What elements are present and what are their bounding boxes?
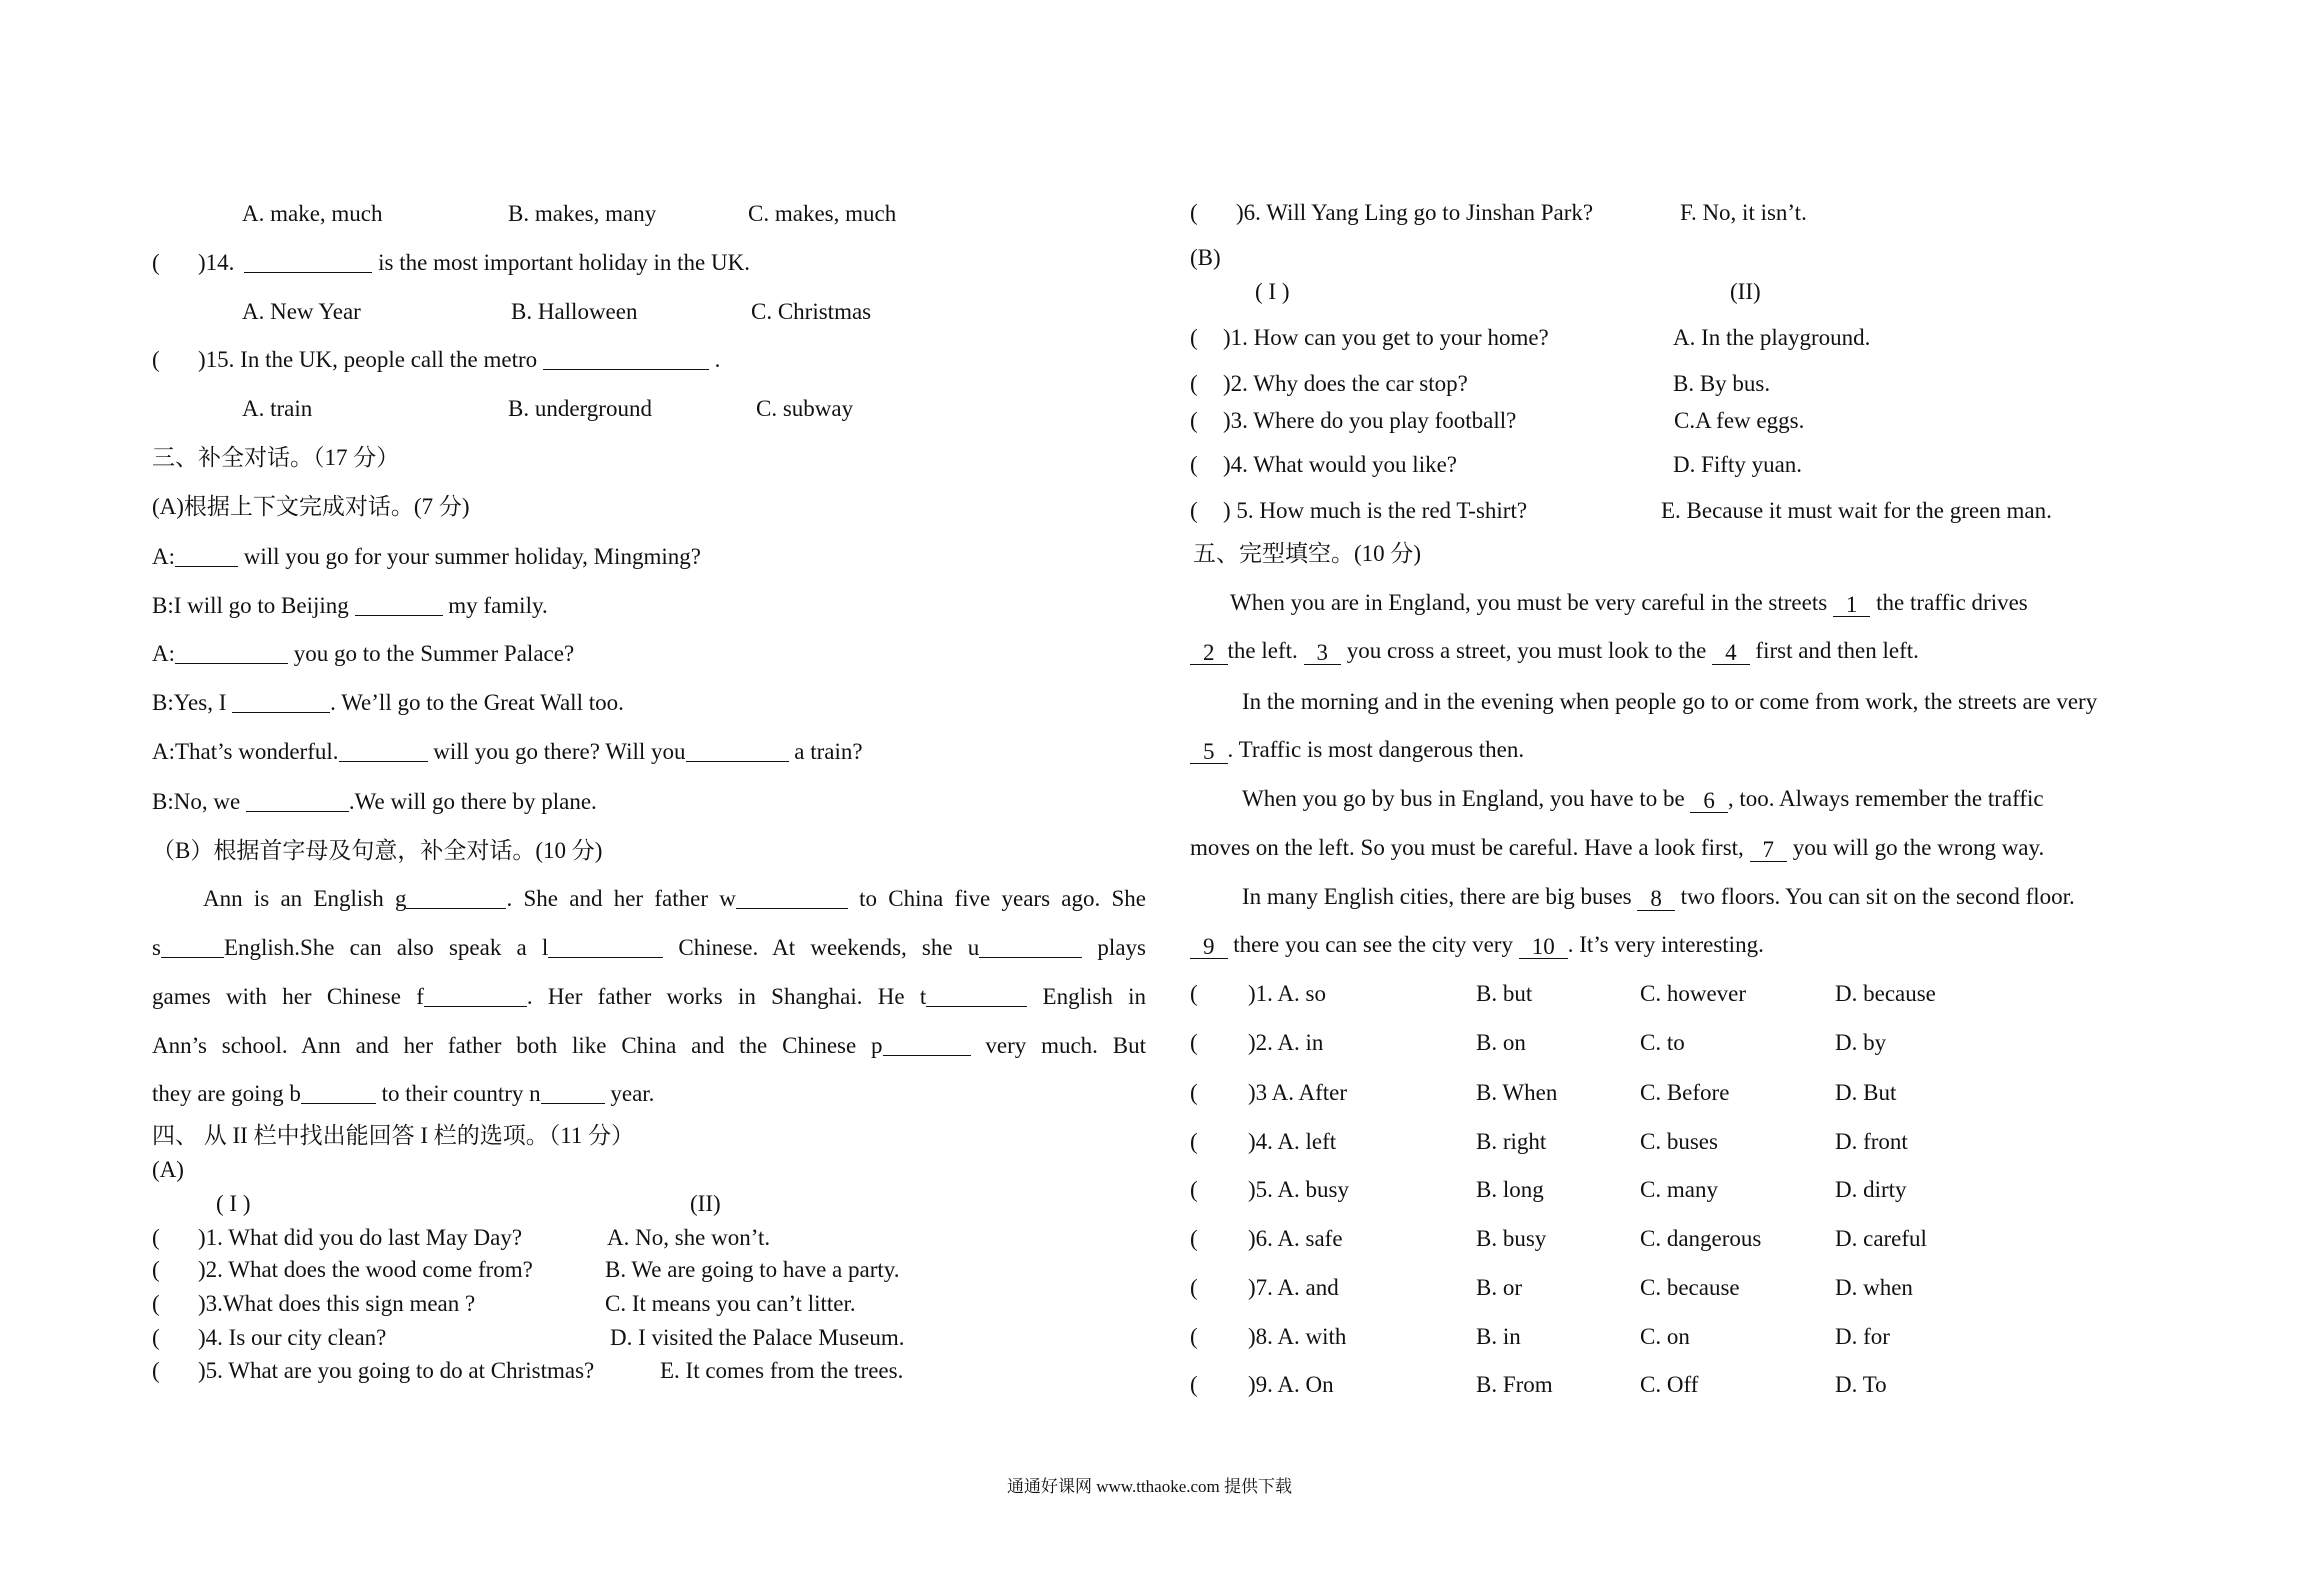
cloze-choice-row-5 [0, 1177, 2304, 1203]
passage-text: they are going b [152, 1081, 301, 1106]
passage-blank [979, 939, 1082, 958]
match-answer: D. Fifty yuan. [1673, 452, 1803, 477]
cloze-blank: 1 [1833, 594, 1871, 617]
dialogue-text: B:I will go to Beijing [152, 593, 355, 618]
choice-a: )9. A. On [1248, 1372, 1334, 1397]
dialogue-blank [232, 694, 330, 713]
cloze-line-4 [1190, 737, 1524, 764]
part3-b-title: （B）根据首字母及句意，补全对话。(10 分) [152, 838, 603, 863]
cloze-line-2 [1190, 638, 1919, 665]
choice-d: D. To [1835, 1372, 1887, 1397]
passage-text: to China five years ago. She [847, 886, 1146, 911]
passage-blank [548, 939, 663, 958]
q14-option-b: B. Halloween [511, 299, 638, 324]
cloze-blank: 5 [1190, 741, 1228, 764]
match-answer: D. I visited the Palace Museum. [610, 1325, 905, 1350]
q15-end: . [708, 347, 721, 372]
choice-a: )3 A. After [1248, 1080, 1348, 1105]
answer-paren: ( [1190, 1030, 1198, 1055]
cloze-text: moves on the left. So you must be careful. Have a look first, [1190, 835, 1750, 860]
cloze-blank: 10 [1519, 936, 1568, 959]
cloze-line-6 [1190, 835, 2044, 862]
choice-d: D. But [1835, 1080, 1897, 1105]
q15-blank [543, 351, 709, 370]
cloze-text: , too. Always remember the traffic [1727, 786, 2044, 811]
cloze-text: . Traffic is most dangerous then. [1227, 737, 1525, 762]
match-answer: C.A few eggs. [1674, 408, 1805, 433]
choice-d: D. careful [1835, 1226, 1927, 1251]
column-i-header: ( I ) [1255, 279, 1290, 304]
passage-text: . Her father works in Shanghai. He t [526, 984, 927, 1009]
passage-line-1 [203, 886, 1146, 912]
cloze-line-8 [1190, 932, 1764, 959]
answer-paren: ( [1190, 1275, 1198, 1300]
answer-paren: ( [1190, 981, 1198, 1006]
dialogue-text: . We’ll go to the Great Wall too. [330, 690, 624, 715]
match-question: )3. Where do you play football? [1223, 408, 1517, 433]
choice-b: B. long [1476, 1177, 1544, 1202]
answer-paren: ( [1190, 1372, 1198, 1397]
choice-b: B. When [1476, 1080, 1558, 1105]
dialogue-line-4 [152, 690, 624, 716]
dialogue-blank [175, 548, 238, 567]
match-question: )1. How can you get to your home? [1223, 325, 1549, 350]
cloze-choice-row-2 [0, 1030, 2304, 1056]
q14-text [198, 250, 750, 276]
answer-paren: ( [1190, 1177, 1198, 1202]
part3-a-title: (A)根据上下文完成对话。(7 分) [152, 494, 470, 519]
cloze-text: the traffic drives [1870, 590, 2028, 615]
passage-text: year. [604, 1081, 655, 1106]
choice-b: B. or [1476, 1275, 1522, 1300]
column-ii-header: (II) [1730, 279, 1761, 304]
passage-text: games with her Chinese f [152, 984, 424, 1009]
answer-paren: ( [152, 1358, 160, 1383]
dialogue-text: .We will go there by plane. [348, 789, 597, 814]
dialogue-blank [355, 597, 443, 616]
match-question: )3.What does this sign mean ? [198, 1291, 476, 1316]
passage-line-2 [152, 935, 1146, 961]
cloze-blank: 9 [1190, 936, 1228, 959]
answer-paren: ( [1190, 1226, 1198, 1251]
passage-text: Ann is an English g [203, 886, 407, 911]
dialogue-text: A: [152, 544, 175, 569]
choice-d: D. front [1835, 1129, 1908, 1154]
q15-option-a: A. train [242, 396, 313, 421]
cloze-text: two floors. You can sit on the second floor. [1674, 884, 2075, 909]
match-b-row-2 [0, 371, 2304, 397]
match-answer: C. It means you can’t litter. [605, 1291, 856, 1316]
q14-option-c: C. Christmas [751, 299, 872, 324]
part4-b-column-headers [0, 279, 2304, 305]
choice-a: )2. A. in [1248, 1030, 1324, 1055]
passage-text: s [152, 935, 161, 960]
choice-d: D. for [1835, 1324, 1890, 1349]
dialogue-blank [175, 645, 288, 664]
dialogue-text: will you go there? Will you [427, 739, 686, 764]
cloze-blank: 4 [1712, 642, 1750, 665]
match-answer: E. It comes from the trees. [660, 1358, 904, 1383]
q14-number: )14. [198, 250, 235, 275]
passage-blank [406, 890, 506, 909]
cloze-choice-row-7 [0, 1275, 2304, 1301]
answer-paren: ( [1190, 452, 1198, 477]
part4-a-label: (A) [152, 1157, 184, 1182]
cloze-choice-row-6 [0, 1226, 2304, 1252]
cloze-text: the left. [1227, 638, 1304, 663]
q14-option-a: A. New Year [242, 299, 361, 324]
choice-d: D. because [1835, 981, 1936, 1006]
choice-c: C. to [1640, 1030, 1685, 1055]
match-a-row-6 [0, 200, 2304, 226]
q13-option-a: A. make, much [242, 201, 383, 226]
cloze-blank: 8 [1637, 888, 1675, 911]
match-answer: E. Because it must wait for the green man. [1661, 498, 2052, 523]
cloze-choice-row-3 [0, 1080, 2304, 1106]
cloze-line-3 [1242, 689, 2097, 715]
passage-text: very much. But [970, 1033, 1146, 1058]
dialogue-text: B:No, we [152, 789, 246, 814]
choice-b: B. From [1476, 1372, 1553, 1397]
answer-paren: ( [1190, 408, 1198, 433]
cloze-line-7 [1242, 884, 2075, 911]
dialogue-text: B:Yes, I [152, 690, 233, 715]
passage-text: Chinese. At weekends, she u [663, 935, 980, 960]
q15-option-b: B. underground [508, 396, 652, 421]
cloze-blank: 7 [1750, 839, 1788, 862]
dialogue-line-3 [152, 641, 574, 667]
answer-paren: ( [1190, 1080, 1198, 1105]
choice-b: B. busy [1476, 1226, 1547, 1251]
dialogue-text: a train? [788, 739, 863, 764]
passage-text: English in [1027, 984, 1146, 1009]
choice-b: B. but [1476, 981, 1533, 1006]
answer-paren: ( [152, 1291, 160, 1316]
cloze-text: . It’s very interesting. [1567, 932, 1764, 957]
q14-question [0, 250, 2304, 276]
match-question: )4. Is our city clean? [198, 1325, 387, 1350]
q13-option-c: C. makes, much [748, 201, 897, 226]
part5-title: 五、完型填空。(10 分) [1193, 541, 1422, 566]
choice-c: C. buses [1640, 1129, 1718, 1154]
dialogue-text: my family. [442, 593, 548, 618]
cloze-text: you cross a street, you must look to the [1341, 638, 1713, 663]
choice-a: )1. A. so [1248, 981, 1326, 1006]
choice-b: B. in [1476, 1324, 1521, 1349]
cloze-text: first and then left. [1749, 638, 1919, 663]
cloze-text: there you can see the city very [1227, 932, 1519, 957]
choice-c: C. Off [1640, 1372, 1699, 1397]
dialogue-line-2 [152, 593, 548, 619]
match-question: )6. Will Yang Ling go to Jinshan Park? [1236, 200, 1594, 225]
choice-a: )7. A. and [1248, 1275, 1339, 1300]
match-question: )5. What are you going to do at Christmas? [198, 1358, 595, 1383]
passage-text: Ann’s school. Ann and her father both like China and the Chinese p [152, 1033, 883, 1058]
match-question: )4. What would you like? [1223, 452, 1457, 477]
passage-text: . She and her father w [506, 886, 736, 911]
dialogue-text: will you go for your summer holiday, Mingming? [238, 544, 701, 569]
q15-answer-paren: ( [152, 347, 160, 372]
match-answer: B. We are going to have a party. [605, 1257, 900, 1282]
cloze-text: When you are in England, you must be very careful in the streets [1230, 590, 1833, 615]
passage-text: plays [1082, 935, 1146, 960]
answer-paren: ( [152, 1325, 160, 1350]
passage-text: English.She can also speak a l [223, 935, 549, 960]
answer-paren: ( [1190, 1324, 1198, 1349]
cloze-text: When you go by bus in England, you have to be [1242, 786, 1691, 811]
cloze-text: In many English cities, there are big buses [1242, 884, 1638, 909]
part4-b-label: (B) [1190, 245, 1221, 270]
dialogue-line-6 [152, 789, 597, 815]
choice-a: )5. A. busy [1248, 1177, 1349, 1202]
answer-paren: ( [1190, 371, 1198, 396]
answer-paren: ( [1190, 200, 1198, 225]
cloze-blank: 6 [1690, 790, 1728, 813]
match-b-row-1 [0, 325, 2304, 351]
cloze-choice-row-4 [0, 1129, 2304, 1155]
choice-b: B. right [1476, 1129, 1547, 1154]
answer-paren: ( [1190, 498, 1198, 523]
part4-title: 四、 从 II 栏中找出能回答 I 栏的选项。（11 分） [152, 1123, 635, 1148]
dialogue-blank [246, 793, 349, 812]
cloze-choice-row-9 [0, 1372, 2304, 1398]
choice-d: D. when [1835, 1275, 1913, 1300]
answer-paren: ( [152, 1225, 160, 1250]
dialogue-text: you go to the Summer Palace? [288, 641, 575, 666]
choice-c: C. however [1640, 981, 1747, 1006]
match-question: )1. What did you do last May Day? [198, 1225, 523, 1250]
choice-c: C. many [1640, 1177, 1718, 1202]
passage-text: to their country n [375, 1081, 541, 1106]
dialogue-line-1 [152, 544, 701, 570]
dialogue-blank [339, 743, 428, 762]
q15-option-c: C. subway [756, 396, 854, 421]
cloze-line-1 [1230, 590, 2028, 617]
match-answer: F. No, it isn’t. [1680, 200, 1807, 225]
answer-paren: ( [1190, 325, 1198, 350]
dialogue-text: A: [152, 641, 175, 666]
choice-a: )6. A. safe [1248, 1226, 1343, 1251]
choice-b: B. on [1476, 1030, 1526, 1055]
choice-d: D. dirty [1835, 1177, 1907, 1202]
dialogue-text: A:That’s wonderful. [152, 739, 339, 764]
cloze-choice-row-8 [0, 1324, 2304, 1350]
q14-blank [244, 254, 372, 273]
match-b-row-5 [0, 498, 2304, 524]
cloze-blank: 2 [1190, 642, 1228, 665]
match-question: )2. Why does the car stop? [1223, 371, 1468, 396]
cloze-text: In the morning and in the evening when people go to or come from work, the streets are very [1242, 689, 2098, 714]
dialogue-line-5 [152, 739, 863, 765]
answer-paren: ( [152, 1257, 160, 1282]
q14-answer-paren: ( [152, 250, 160, 275]
choice-d: D. by [1835, 1030, 1887, 1055]
answer-paren: ( [1190, 1129, 1198, 1154]
cloze-blank: 3 [1304, 642, 1342, 665]
cloze-choice-row-1 [0, 981, 2304, 1007]
choice-c: C. Before [1640, 1080, 1730, 1105]
match-question: ) 5. How much is the red T-shirt? [1223, 498, 1528, 523]
column-i-header: ( I ) [216, 1191, 251, 1216]
column-ii-header: (II) [690, 1191, 721, 1216]
match-answer: B. By bus. [1673, 371, 1771, 396]
choice-a: )4. A. left [1248, 1129, 1337, 1154]
cloze-text: you will go the wrong way. [1787, 835, 2045, 860]
choice-c: C. because [1640, 1275, 1740, 1300]
dialogue-blank [686, 743, 789, 762]
match-question: )2. What does the wood come from? [198, 1257, 533, 1282]
choice-c: C. on [1640, 1324, 1690, 1349]
choice-a: )8. A. with [1248, 1324, 1347, 1349]
choice-c: C. dangerous [1640, 1226, 1762, 1251]
cloze-line-5 [1242, 786, 2044, 813]
q15-stem: )15. In the UK, people call the metro [198, 347, 543, 372]
q14-stem: is the most important holiday in the UK. [372, 250, 750, 275]
part3-title: 三、补全对话。（17 分） [152, 445, 400, 470]
match-answer: A. In the playground. [1673, 325, 1871, 350]
passage-blank [161, 939, 224, 958]
q13-option-b: B. makes, many [508, 201, 657, 226]
match-b-row-4 [0, 452, 2304, 478]
match-answer: A. No, she won’t. [607, 1225, 771, 1250]
passage-blank [736, 890, 848, 909]
page-footer: 通通好课网 www.tthaoke.com 提供下载 [1007, 1477, 1293, 1496]
match-b-row-3 [0, 408, 2304, 434]
